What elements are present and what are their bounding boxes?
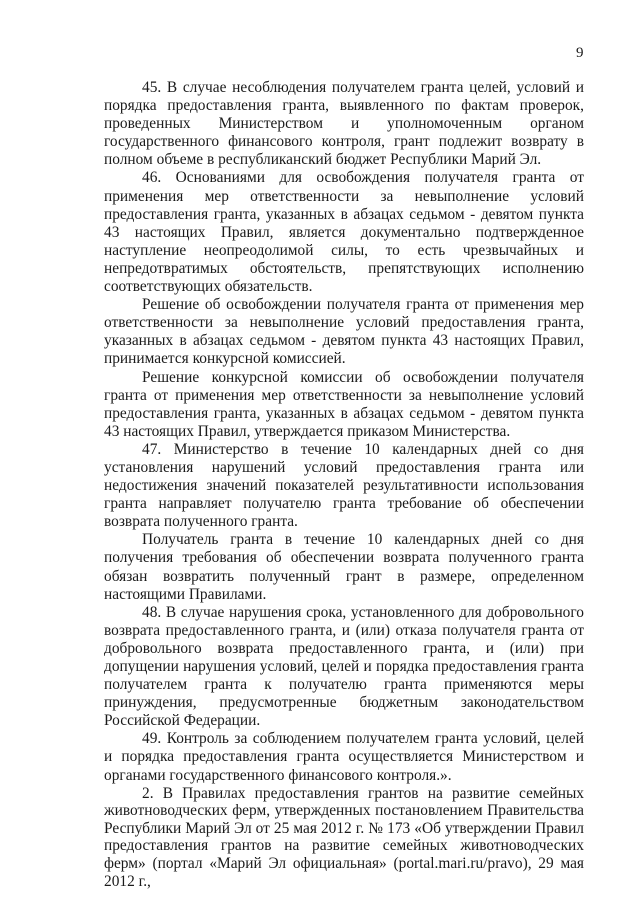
page-number: 9 (576, 45, 584, 61)
paragraph-2-amendment: 2. В Правилах предоставления грантов на развитие семейных животноводческих ферм, утвержденных постановлением Правительства Республики Марий Эл от 25 мая 2012 г. № 173 «Об утверждении Правил предоставления грантов на развитие семейных животноводческих ферм» (портал «Марий Эл официальная» (portal.mari.ru/pravo), 29 мая 2012 г., (104, 784, 584, 890)
paragraph-46: 46. Основаниями для освобождения получателя гранта от применения мер ответственности за невыполнение условий предоставления гранта, указанных в абзацах седьмом - девятом пункта 43 настоящих Правил, является документально подтвержденное наступление неопреодолимой силы, то есть чрезвычайных и непредотвратимых обстоятельств, препятствующих исполнению соответствующих обязательств. (104, 169, 584, 296)
document-body (104, 79, 584, 890)
paragraph-46-decision: Решение об освобождении получателя гранта от применения мер ответственности за невыполнение условий предоставления гранта, указанных в абзацах седьмом - девятом пункта 43 настоящих Правил, принимается конкурсной комиссией. (104, 296, 584, 368)
paragraph-47-return: Получатель гранта в течение 10 календарных дней со дня получения требования об обеспечении возврата полученного гранта обязан возвратить полученный грант в размере, определенном настоящими Правилами. (104, 531, 584, 603)
paragraph-45: 45. В случае несоблюдения получателем гранта целей, условий и порядка предоставления гранта, выявленного по фактам проверок, проведенных Министерством и уполномоченным органом государственного финансового контроля, грант подлежит возврату в полном объеме в республиканский бюджет Республики Марий Эл. (104, 79, 584, 169)
paragraph-49: 49. Контроль за соблюдением получателем гранта условий, целей и порядка предоставления гранта осуществляется Министерством и органами государственного финансового контроля.». (104, 730, 584, 784)
paragraph-47: 47. Министерство в течение 10 календарных дней со дня установления нарушений условий предоставления гранта или недостижения значений показателей результативности использования гранта направляет получателю гранта требование об обеспечении возврата полученного гранта. (104, 440, 584, 531)
paragraph-46-approval: Решение конкурсной комиссии об освобождении получателя гранта от применения мер ответственности за невыполнение условий предоставления гранта, указанных в абзацах седьмом - девятом пункта 43 настоящих Правил, утверждается приказом Министерства. (104, 368, 584, 440)
paragraph-48: 48. В случае нарушения срока, установленного для добровольного возврата предоставленного гранта, и (или) отказа получателя гранта от добровольного возврата предоставленного гранта, и (или) при допущении нарушения условий, целей и порядка предоставления гранта получателем гранта к получателю гранта применяются меры принуждения, предусмотренные бюджетным законодательством Российской Федерации. (104, 603, 584, 730)
